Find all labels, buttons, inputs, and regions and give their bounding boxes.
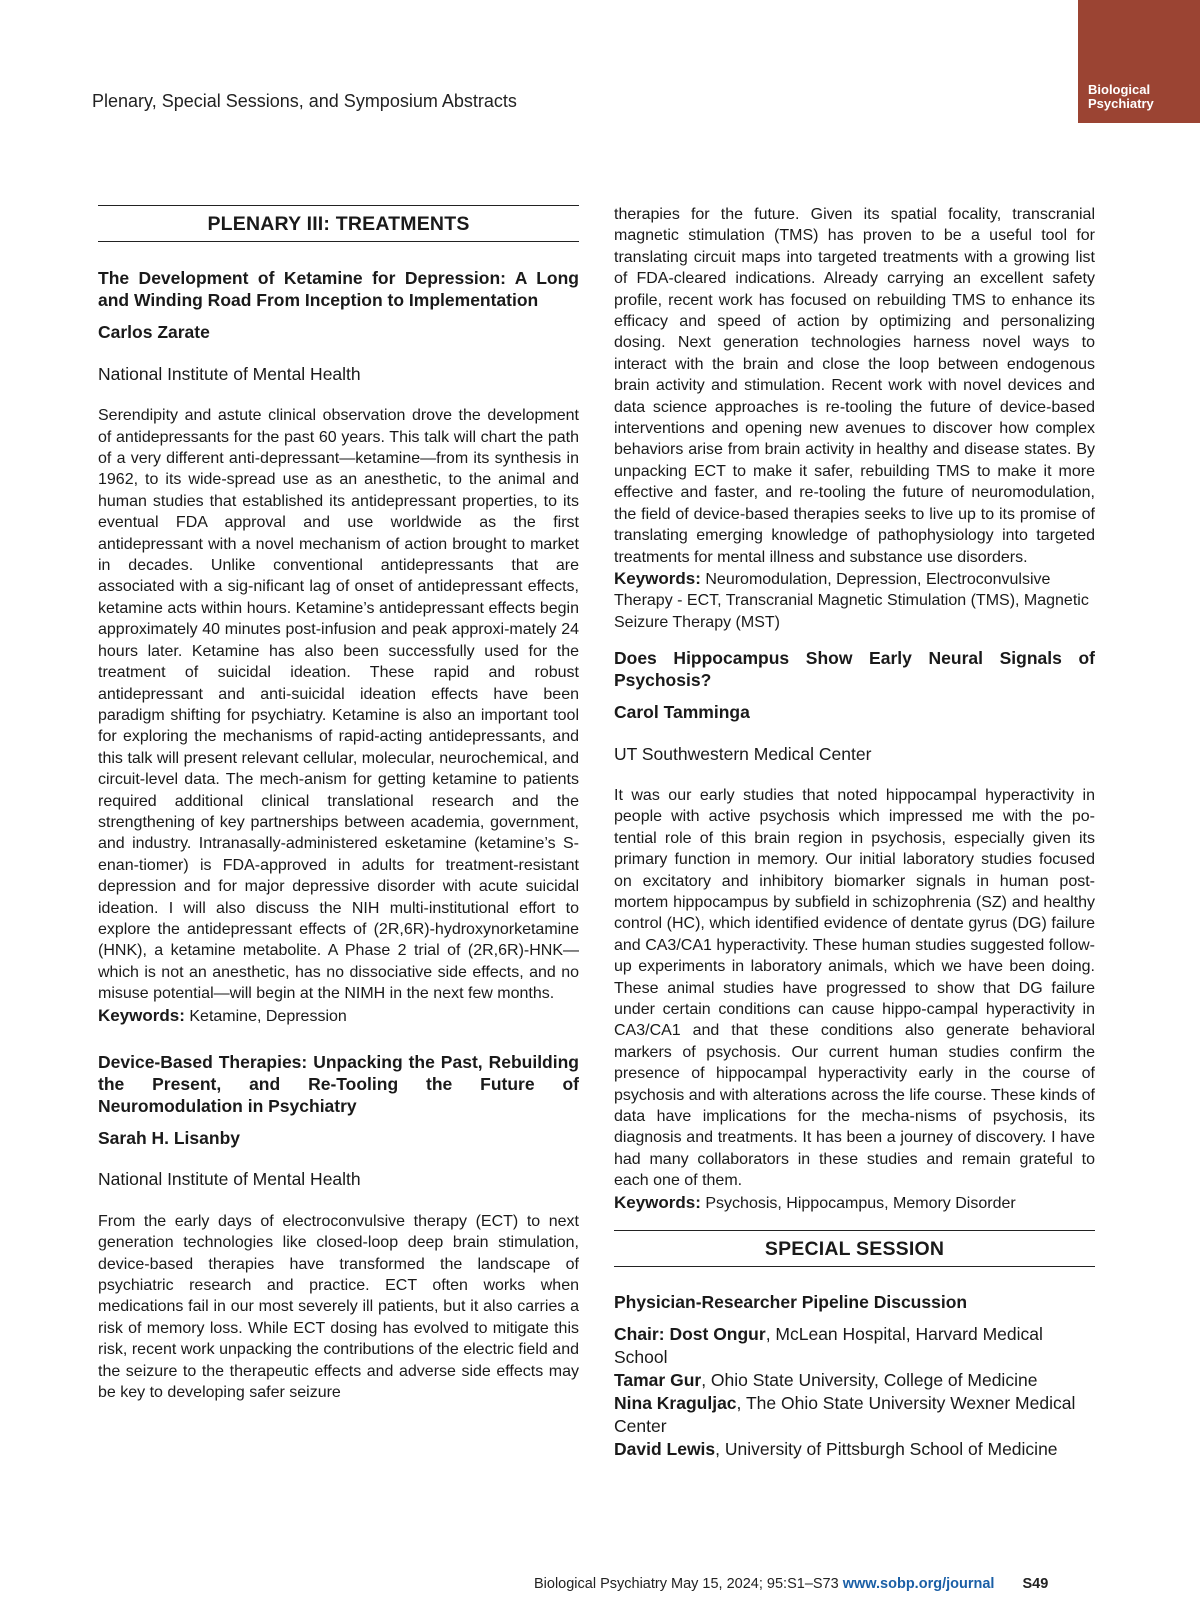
journal-badge-line2: Psychiatry bbox=[1088, 96, 1154, 111]
abstract-author: Carol Tamminga bbox=[614, 702, 750, 723]
abstract-keywords bbox=[614, 1192, 1095, 1214]
footer-citation: Biological Psychiatry May 15, 2024; 95:S1–S73 bbox=[534, 1576, 839, 1592]
participant-affiliation: , Ohio State University, College of Medicine bbox=[701, 1370, 1038, 1391]
section-title-special: SPECIAL SESSION bbox=[614, 1230, 1095, 1267]
abstract-title: Does Hippocampus Show Early Neural Signals of Psychosis? bbox=[614, 648, 1095, 691]
abstract-body-continued: therapies for the future. Given its spatial focality, transcranial magnetic stimulation (TMS) has proven to be a useful tool for translating circuit maps into targeted treatments with a growing list of FDA-cleared indications. Already carrying an excellent safety profile, recent work has focused on rebuilding TMS to enhance its efficacy and speed of action by optimizing and personalizing dosing. Next generation technologies harness novel ways to interact with the brain and close the loop between endogenous brain activity and stimulation. Recent work with novel devices and data science approaches is re-tooling the future of device-based interventions and opening new avenues to discover how complex behaviors arise from brain activity in healthy and disease states. By unpacking ECT to make it safer, rebuilding TMS to make it more effective and faster, and re-tooling the future of neuromodulation, the field of device-based therapies seeks to live up to its promise of translating emerging knowledge of pathophysiology into targeted treatments for mental illness and substance use disorders. bbox=[614, 206, 1095, 566]
participant-affiliation: , University of Pittsburgh School of Medicine bbox=[715, 1439, 1058, 1460]
journal-badge-line1: Biological bbox=[1088, 82, 1151, 97]
abstract-keywords bbox=[614, 568, 1095, 633]
abstract-keywords bbox=[98, 1005, 579, 1027]
abstract-affiliation: UT Southwestern Medical Center bbox=[614, 743, 872, 764]
section-title-plenary: PLENARY III: TREATMENTS bbox=[98, 205, 579, 242]
session-participants bbox=[614, 1323, 1095, 1461]
participant-name: Nina Kraguljac bbox=[614, 1393, 737, 1414]
footer-journal-link[interactable]: www.sobp.org/journal bbox=[842, 1576, 995, 1592]
abstract-author: Carlos Zarate bbox=[98, 322, 210, 343]
abstract-title: The Development of Ketamine for Depression: A Long and Winding Road From Inception to Implementation bbox=[98, 268, 579, 311]
left-column bbox=[98, 205, 579, 1403]
session-participant bbox=[614, 1369, 1095, 1392]
chair-name: Dost Ongur bbox=[669, 1324, 766, 1345]
session-participant bbox=[614, 1392, 1095, 1438]
keywords-text: Psychosis, Hippocampus, Memory Disorder bbox=[705, 1194, 1016, 1212]
journal-badge bbox=[1078, 0, 1200, 123]
keywords-text: Ketamine, Depression bbox=[189, 1007, 347, 1025]
session-chair bbox=[614, 1323, 1095, 1369]
chair-affiliation: , McLean Hospital, Harvard Medical School bbox=[614, 1324, 1043, 1368]
session-participant bbox=[614, 1438, 1095, 1461]
abstract-affiliation: National Institute of Mental Health bbox=[98, 1169, 361, 1190]
keywords-label: Keywords: bbox=[614, 1192, 701, 1212]
abstract-body: It was our early studies that noted hippocampal hyperactivity in people with active psychosis which impressed me with the po-tential role of this brain region in psychosis, especially given its primary function in memory. Our initial laboratory studies focused on excitatory and inhibitory biomarker signals in human post-mortem hippocampus by subfield in schizophrenia (SZ) and healthy control (HC), which identified evidence of dentate gyrus (DG) failure and CA3/CA1 hyperactivity. These human studies suggested follow-up experiments in laboratory animals, which we have been doing. These animal studies have progressed to show that DG failure under certain conditions can cause hippo-campal hyperactivity in CA3/CA1 and that these conditions also generate behavioral markers of psychosis. Our current human studies confirm the presence of hippocampal hyperactivity early in the course of psychosis and with alterations across the life course. These kinds of data have implications for the mecha-nisms of psychosis, its diagnosis and treatments. It has been a journey of discovery. I have had many collaborators in these studies and remain grateful to each one of them. bbox=[614, 786, 1095, 1190]
abstract-title: Device-Based Therapies: Unpacking the Past, Rebuilding the Present, and Re-Tooling the Future of Neuromodulation in Psychiatry bbox=[98, 1052, 579, 1116]
participant-name: David Lewis bbox=[614, 1439, 716, 1460]
keywords-text: Neuromodulation, Depression, Electroconvulsive Therapy - ECT, Transcranial Magnetic Stimulation (TMS), Magnetic Seizure Therapy (MST) bbox=[614, 570, 1089, 631]
abstract-author: Sarah H. Lisanby bbox=[98, 1128, 240, 1148]
abstract-affiliation: National Institute of Mental Health bbox=[98, 363, 361, 384]
session-title: Physician-Researcher Pipeline Discussion bbox=[614, 1292, 968, 1313]
participant-name: Tamar Gur bbox=[614, 1370, 702, 1391]
keywords-label: Keywords: bbox=[614, 568, 701, 588]
abstract-body: Serendipity and astute clinical observation drove the development of antidepressants for the past 60 years. This talk will chart the path of a very different anti-depressant—ketamine—from its synthesis in 1962, to its wide-spread use as an anesthetic, to the animal and human studies that established its antidepressant properties, to its eventual FDA approval and use worldwide as the first antidepressant with a novel mechanism of action brought to market in decades. Unlike conventional antidepressants that are associated with a sig-nificant lag of onset of antidepressant effects, ketamine acts within hours. Ketamine’s antidepressant effects begin approximately 40 minutes post-infusion and peak approxi-mately 24 hours later. Ketamine has also been successfully used for the treatment of suicidal ideation. These rapid and robust antidepressant and anti-suicidal ideation effects have been paradigm shifting for psychiatry. Ketamine is also an important tool for exploring the mechanisms of rapid-acting antidepressants, and this talk will present relevant cellular, molecular, neurochemical, and circuit-level data. The mech-anism for getting ketamine to patients required additional clinical translational research and the strengthening of key partnerships between academia, government, and industry. Intranasally-administered esketamine (ketamine’s S-enan-tiomer) is FDA-approved in adults for treatment-resistant depression and for major depressive disorder with acute suicidal ideation. I will also discuss the NIH multi-institutional effort to explore the antidepressant effects of (2R,6R)-hydroxynorketamine (HNK), a ketamine metabolite. A Phase 2 trial of (2R,6R)-HNK—which is not an anesthetic, has no dissociative side effects, and no misuse potential—will begin at the NIMH in the next few months. bbox=[98, 407, 579, 1003]
chair-label: Chair: bbox=[614, 1324, 665, 1345]
keywords-label: Keywords: bbox=[98, 1005, 185, 1025]
participant-affiliation: , The Ohio State University Wexner Medical Center bbox=[614, 1393, 1076, 1437]
running-title: Plenary, Special Sessions, and Symposium Abstracts bbox=[92, 91, 517, 111]
right-column bbox=[614, 204, 1095, 1461]
page-footer bbox=[534, 1576, 1048, 1592]
abstract-body: From the early days of electroconvulsive therapy (ECT) to next generation technologies like closed-loop deep brain stimulation, device-based therapies have transformed the landscape of psychiatric research and practice. ECT often works when medications fail in our most severely ill patients, but it also carries a risk of memory loss. While ECT dosing has evolved to mitigate this risk, recent work unpacking the contributions of the electric field and the seizure to the therapeutic effects and adverse side effects may be key to developing safer seizure bbox=[98, 1212, 579, 1402]
page-number: S49 bbox=[1022, 1576, 1049, 1592]
